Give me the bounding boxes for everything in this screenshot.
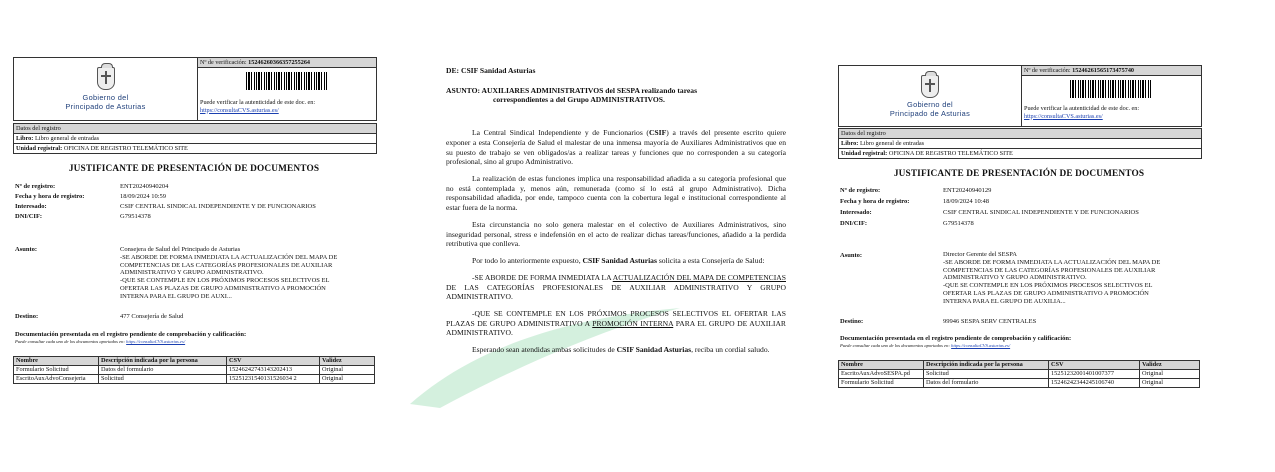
registry-unit-row: Unidad registral: OFICINA DE REGISTRO TELEMÁTICO SITE [841,150,1013,157]
tax-id-label: DNI/CIF: [840,220,868,227]
tax-id: G79514378 [943,220,974,227]
registry-data-box [13,123,377,154]
registry-number-label: Nº de registro: [15,183,56,190]
letter-paragraph: La realización de estas funciones implica una responsabilidad añadida a su categoría profesional que no está contemplada y, menos aún, remunerada (como sí lo está al grupo Administrativo). Dicha responsabilidad añadida, por ende, tampoco cuenta con la cobertura legal e institucional correspondiente al estar fuera de la norma. [446,174,786,213]
documents-table [838,360,1200,388]
registry-data-heading: Datos del registro [14,124,376,134]
letter-subject: ASUNTO: AUXILIARES ADMINISTRATIVOS del SESPA realizando tareas correspondientes a del Grupo ADMINISTRATIVOS. [446,85,698,105]
applicant-label: Interesado: [840,209,872,216]
registry-data-box [838,128,1202,159]
verification-block [198,58,376,120]
complaint-letter [446,66,786,362]
applicant: CSIF CENTRAL SINDICAL INDEPENDIENTE Y DE FUNCIONARIOS [943,209,1139,216]
coat-of-arms-icon [921,75,939,98]
registry-date: 18/09/2024 10:59 [120,193,167,200]
verification-link[interactable]: https://consultaCVS.asturias.es/ [1024,112,1103,120]
letter-paragraph: Por todo lo anteriormente expuesto, CSIF Sanidad Asturias solicita a esta Consejería de Salud: [472,256,765,266]
registry-date: 18/09/2024 10:48 [943,198,990,205]
receipt-header [13,57,377,121]
receipt-title: JUSTIFICANTE DE PRESENTACIÓN DE DOCUMENTOS [68,164,320,174]
verification-code: Nº de verificación: 15246261565173475740 [1022,66,1201,76]
letter-request-1: -SE ABORDE DE FORMA INMEDIATA LA ACTUALIZACIÓN DEL MAPA DE COMPETENCIAS DE LAS CATEGORÍAS PROFESIONALES DE AUXILIAR ADMINISTRATIVO Y GRUPO ADMINISTRATIVO. [446,272,786,302]
receipt-title: JUSTIFICANTE DE PRESENTACIÓN DE DOCUMENTOS [893,169,1145,179]
coat-of-arms-icon [97,67,115,90]
table-row: EscritoAuxAdvoSESPA.pd Solicitud 15251232001401007377 Original [839,370,1200,379]
subject-text: Director Gerente del SESPA -SE ABORDE DE FORMA INMEDIATA LA ACTUALIZACIÓN DEL MAPA DE COMPETENCIAS DE LAS CATEGORÍAS PROFESIONALES DE AUXILIAR ADMINISTRATIVO Y GRUPO ADMINISTRATIVO. -QUE SE CONTEMPLE EN LOS PRÓXIMOS PROCESOS SELECTIVOS EL OFERTAR LAS PLAZAS DE GRUPO ADMINISTRATIVO A PROMOCIÓN INTERNA PARA EL GRUPO DE AUXILIA... [943,251,1161,305]
registry-number: ENT20240940204 [120,183,169,190]
org-logo-block [14,58,198,120]
table-row: EscritoAuxAdvoConsejeria Solicitud 15251231540131526034 2 Original [14,375,375,384]
verification-link[interactable]: https://consultaCVS.asturias.es/ [200,106,279,114]
documents-heading: Documentación presentada en el registro pendiente de comprobación y calificación: [840,335,1072,342]
org-logo-block [839,66,1022,126]
registry-number-label: Nº de registro: [840,187,881,194]
applicant-label: Interesado: [15,203,47,210]
registry-number: ENT20240940129 [943,187,992,194]
applicant: CSIF CENTRAL SINDICAL INDEPENDIENTE Y DE FUNCIONARIOS [120,203,316,210]
destination: 99946 SESPA SERV CENTRALES [943,318,1037,325]
table-row: Formulario Solicitud Datos del formulario 15246242344245106740 Original [839,379,1200,388]
org-name: Gobierno del Principado de Asturias [889,100,971,118]
destination: 477 Consejería de Salud [120,313,184,320]
org-name: Gobierno del Principado de Asturias [65,93,146,111]
verification-code: Nº de verificación: 15246260366357255264 [198,58,376,68]
registry-book-row: Libro: Libro general de entradas [14,134,376,144]
verification-block [1022,66,1201,126]
subject-label: Asunto: [15,246,38,253]
receipt-header [838,65,1202,127]
barcode [1070,80,1152,98]
tax-id-label: DNI/CIF: [15,213,43,220]
documents-heading: Documentación presentada en el registro pendiente de comprobación y calificación: [15,331,247,338]
documents-note: Puede consultar cada uno de los documentos aportados en: https://consultaCVS.asturias.es/ [15,339,186,344]
registry-receipt-right [838,65,1200,405]
subject-text: Consejera de Salud del Principado de Asturias -SE ABORDE DE FORMA INMEDIATA LA ACTUALIZACIÓN DEL MAPA DE COMPETENCIAS DE LAS CATEGORÍAS PROFESIONALES DE AUXILIAR ADMINISTRATIVO Y GRUPO ADMINISTRATIVO. -QUE SE CONTEMPLE EN LOS PRÓXIMOS PROCESOS SELECTIVOS EL OFERTAR LAS PLAZAS DE GRUPO ADMINISTRATIVO A PROMOCIÓN INTERNA PARA EL GRUPO DE AUXI... [120,246,338,300]
subject-label: Asunto: [840,252,863,259]
registry-data-heading: Datos del registro [839,129,1201,139]
tax-id: G79514378 [120,213,151,220]
letter-paragraph: La Central Sindical Independiente y de Funcionarios (CSIF) a través del presente escrito quiere exponer a esta Consejería de Salud el malestar de una inmensa mayoría de Auxiliares Administrativos que en su puesto de trabajo se ven obligados/as a realizar tareas y funciones que no corresponden a su categoría profesional, sino al grupo Administrativo. [446,128,786,167]
registry-unit-row: Unidad registral: OFICINA DE REGISTRO TELEMÁTICO SITE [16,145,188,152]
letter-request-2: -QUE SE CONTEMPLE EN LOS PRÓXIMOS PROCESOS SELECTIVOS EL OFERTAR LAS PLAZAS DE GRUPO ADMINISTRATIVO A PROMOCIÓN INTERNA PARA EL GRUPO DE AUXILIAR ADMINISTRATIVO. [446,308,786,338]
letter-closing: Esperando sean atendidas ambas solicitudes de CSIF Sanidad Asturias, reciba un cordial saludo. [472,345,770,355]
letter-sender: DE: CSIF Sanidad Asturias [446,66,536,75]
registry-receipt-left [13,57,375,397]
verification-note: Puede verificar la autenticidad de este doc. en: https://consultaCVS.asturias.es/ [200,99,316,114]
registry-date-label: Fecha y hora de registro: [15,193,85,200]
registry-book-row: Libro: Libro general de entradas [839,139,1201,149]
table-header-row: Nombre Descripción indicada por la persona CSV Validez [14,357,375,366]
barcode [246,72,328,90]
table-header-row: Nombre Descripción indicada por la persona CSV Validez [839,361,1200,370]
table-row: Formulario Solicitud Datos del formulario 15246242743143202413 Original [14,366,375,375]
registry-date-label: Fecha y hora de registro: [840,198,910,205]
documents-note: Puede consultar cada uno de los documentos aportados en: https://consultaCVS.asturias.es/ [840,343,1011,348]
documents-table [13,356,375,384]
destination-label: Destino: [840,318,864,325]
destination-label: Destino: [15,313,39,320]
letter-paragraph: Esta circunstancia no solo genera malestar en el colectivo de Auxiliares Administrativos, sino inseguridad personal, stress e indefensión en el acto de realizar dichas tareas/funciones, añadido a la perdida retributiva que conlleva. [446,219,786,249]
verification-note: Puede verificar la autenticidad de este doc. en: https://consultaCVS.asturias.es/ [1024,105,1140,120]
